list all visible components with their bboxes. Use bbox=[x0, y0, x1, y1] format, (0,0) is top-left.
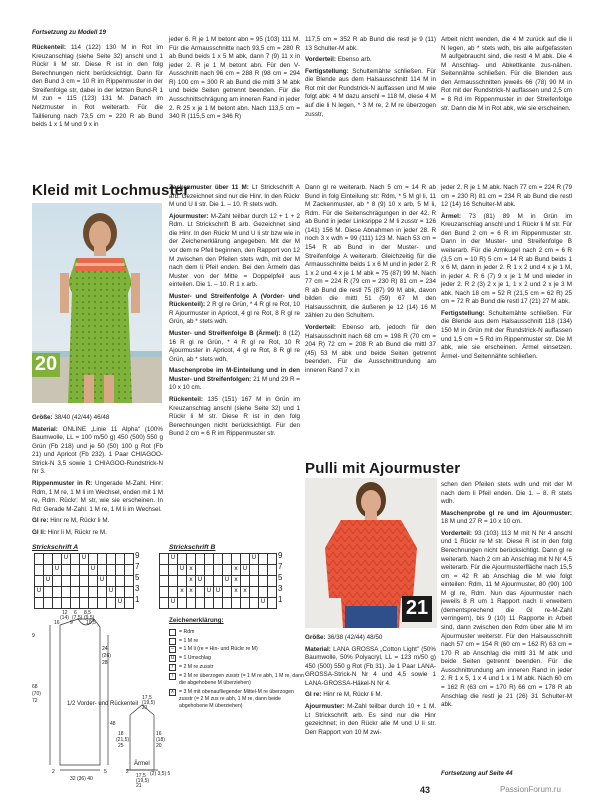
paragraph bbox=[32, 414, 163, 423]
chart-cell bbox=[98, 554, 107, 565]
chart-cell bbox=[196, 587, 205, 598]
paragraph-text: Hinr re M, Rückr li M. bbox=[48, 517, 110, 525]
chart-cell: U bbox=[259, 598, 268, 609]
legend-text: = 1 Umschlag bbox=[179, 655, 211, 662]
chart-cell bbox=[160, 565, 169, 576]
chart-cell bbox=[250, 587, 259, 598]
body-label-1: 1/2 Vorder- und Rückenteil bbox=[67, 701, 139, 707]
chart-a-label: Strickschrift A bbox=[32, 544, 79, 551]
chart-cell bbox=[80, 565, 89, 576]
dim-bottom-3: 2 bbox=[52, 769, 55, 775]
paragraph-text: 93 (103) 113 M mit N Nr 4 anschl und 1 Rückr re M str. Diese R ist in den folg Berechnungen nicht berücksichtigt. Dann gl re weiterarb. Nach 2 cm ab Anschlag mit N Nr 4,5 weiterarb. Für die Ajourmusterfläche nach 15,5 cm = 42 R ab Anschlag die M wie folgt einteilen: Rdm, 11 M Ajourmuster, 80 (90) 100 M gl re, Rdm. Nun das Ajourmuster nach jeweils 8 R um 1 Rapport nach li erweitern (dementsprechend die Gl re-M-Zahl verringern), bis 9 (10) 11 Rapporte in Arbeit sind, dann zwischen den Rdm über alle M im Ajourmuster weiterstr. Für den Halsausschnitt nach 57 cm = 154 R (60 cm = 162 R) 63 cm = 170 R ab Anschlag die mittl 31 M abk und beide Seiten getrennt beenden. Für die Ausschnittrundung am inneren Rand in jeder 2. R 1 x 5, 1 x 4 und 1 x 1 M abk. Nach 60 cm = 162 R (63 cm = 170 R) 66 cm = 178 R ab Anschlag die restl je 21 (26) 31 Schulter-M abk. bbox=[441, 529, 572, 709]
paragraph bbox=[169, 184, 300, 210]
paragraph-text: Hinr re M, Rückr li M. bbox=[321, 691, 383, 699]
paragraph-lead: Vorderteil: bbox=[305, 324, 337, 331]
paragraph bbox=[305, 56, 436, 65]
paragraph bbox=[169, 330, 300, 364]
chart-cell bbox=[116, 576, 125, 587]
paragraph bbox=[169, 293, 300, 327]
row-number: 3 bbox=[278, 584, 283, 593]
chart-cell bbox=[62, 576, 71, 587]
chart-cell: x bbox=[187, 587, 196, 598]
paragraph-lead: Maschenprobe gl re und im Ajourmuster: bbox=[441, 509, 572, 517]
paragraph bbox=[305, 324, 436, 375]
chart-cell: U bbox=[116, 598, 125, 609]
paragraph-lead: Muster- und Streifenfolge B (Ärmel): bbox=[169, 330, 281, 337]
kleid-col-4 bbox=[441, 184, 572, 364]
paragraph-lead: Fertigstellung: bbox=[305, 67, 349, 75]
chart-cell bbox=[107, 554, 116, 565]
paragraph-lead: Material: bbox=[305, 645, 331, 653]
dim-mid-1: 24 bbox=[102, 646, 108, 652]
chart-cell bbox=[116, 565, 125, 576]
chart-cell bbox=[214, 598, 223, 609]
dim-bottom-1: 32 (36) 40 bbox=[70, 776, 93, 782]
chart-cell: U bbox=[62, 554, 71, 565]
chart-cell bbox=[71, 565, 80, 576]
chart-b-label: Strickschrift B bbox=[169, 544, 216, 551]
pulli-title: Pulli mit Ajourmuster bbox=[305, 460, 461, 477]
chart-cell bbox=[71, 587, 80, 598]
paragraph-lead: Größe: bbox=[32, 414, 53, 421]
chart-cell bbox=[35, 565, 44, 576]
chart-cell bbox=[232, 554, 241, 565]
chart-cell bbox=[268, 587, 277, 598]
legend-item bbox=[169, 673, 304, 688]
chart-cell: U bbox=[89, 565, 98, 576]
chart-cell bbox=[80, 576, 89, 587]
paragraph bbox=[305, 691, 436, 700]
paragraph bbox=[441, 310, 572, 361]
row-number: 9 bbox=[278, 551, 283, 560]
chart-cell bbox=[125, 565, 134, 576]
dim-top-3: 8,5 bbox=[84, 610, 91, 616]
legend-title: Zeichenerklärung: bbox=[169, 617, 224, 624]
paragraph-text: ONLINE „Linie 11 Alpha" (100% Baumwolle, LL = 100 m/50 g) 450 (500) 550 g Grün (Fb 218) und je 50 (50) 100 g Rot (Fb 21) und Apricot (Fb 232). 1 Paar CHIAGOO-Strick-N 3,5 sowie 1 CHIAGOO-Rundstrick-N Nr 3. bbox=[32, 425, 163, 476]
legend-symbol: \ bbox=[169, 673, 176, 680]
chart-cell bbox=[44, 554, 53, 565]
chart-cell bbox=[98, 565, 107, 576]
legend-item bbox=[169, 629, 304, 636]
chart-cell: U bbox=[196, 576, 205, 587]
chart-cell bbox=[268, 565, 277, 576]
sleeve-dim-12: (19,5) bbox=[136, 778, 150, 784]
chart-b-grid bbox=[159, 553, 277, 609]
legend-item bbox=[169, 655, 304, 662]
paragraph-text: 36/38 (42/44) 48/50 bbox=[325, 634, 383, 641]
paragraph-text: Arbeit nicht wenden, die 4 M zurück auf die li N legen, ab * stets wdh, bis alle aufgefassten M aufgebraucht sind, die restl 4 M abk. Die 4 M Anschlag- und Abkettkante zus-nähen. Seitennähte schließen. Für die Blenden aus den Armausschnitten jeweils 66 (78) 90 M in Rot mit der Rundstrick-N auffassen und 2,5 cm = 8 Rd im Rippenmuster in der Streifenfolge str. Dann die M in Rot abk, wie sie erscheinen. bbox=[441, 36, 572, 112]
paragraph bbox=[305, 634, 436, 643]
legend-item bbox=[169, 664, 304, 671]
paragraph-text: jeder 2. R je 1 M abk. Nach 77 cm = 224 R (79 cm = 230 R) 81 cm = 234 R ab Bund die restl 12 (14) 16 Schulter-M abk. bbox=[441, 184, 572, 209]
paragraph-lead: Rückenteil: bbox=[32, 44, 66, 51]
paragraph-lead: Ärmel: bbox=[441, 212, 461, 220]
paragraph-lead: Gl re: bbox=[305, 691, 322, 699]
paragraph-lead: Größe: bbox=[305, 634, 326, 641]
chart-cell: x bbox=[232, 565, 241, 576]
chart-cell bbox=[62, 587, 71, 598]
chart-cell bbox=[89, 554, 98, 565]
model-number-badge-21: 21 bbox=[402, 596, 432, 622]
chart-cell bbox=[125, 587, 134, 598]
sleeve-dim-10: 2 bbox=[126, 769, 129, 775]
paragraph bbox=[305, 703, 436, 737]
chart-cell bbox=[268, 598, 277, 609]
chart-cell bbox=[125, 554, 134, 565]
paragraph bbox=[32, 517, 163, 526]
paragraph bbox=[32, 529, 163, 538]
paragraph bbox=[441, 481, 572, 507]
paragraph-text: 18 M und 27 R = 10 x 10 cm. bbox=[441, 518, 523, 526]
paragraph bbox=[32, 44, 163, 130]
paragraph-text: 114 (122) 130 M in Rot im Kreuzanschlag (siehe Seite 32) anschl und 1 Rückr li M str. Diese R ist in den folg Berechnungen nicht berücksichtigt. Dann für den Bund 3 cm = 10 R im Rippenmuster in der Streifenfolge str, dabei in der letzten Bund-R 1 M zun = 115 (123) 131 M. Danach im Netzmuster in Rot weiterarb. Für die Taillierung nach 73,5 cm = 220 R ab Bund beids 1 x 1 M und 9 x in bbox=[32, 44, 163, 129]
paragraph-text: Hinr li M, Rückr re M. bbox=[46, 528, 107, 536]
chart-cell bbox=[223, 587, 232, 598]
paragraph-text: 73 (81) 89 M in Grün im Kreuzanschlag anschl und 1 Rückr li M str. Für den Bund 2 cm = 6 R im Rippenmuster str. Dann in der Muster- und Streifenfolge B weiterarb. Für die Armkugel nach 2 cm = 6 R (3,5 cm = 10 R) 5 cm = 14 R ab Bund beids 1 x 6 M, dann in jeder 2. R 1 x 2 und 4 x je 1 M, in jeder 4. R 6 (7) 9 x je 1 M und wieder in jeder 2. R 2 (3) 2 x je 1, 1 x 2 und 2 x je 3 M abk. Nach 18 cm = 52 R (21,5 cm = 62 R) 25 cm = 72 R ab Bund die restl 17 (21) 27 M abk. bbox=[441, 212, 572, 306]
paragraph-text: Schultemähte schließen. Für die Blende aus dem Halsausschnitt 118 (134) 150 M in Grün mit der Rundstrick-N auffassen und 1,5 cm = 5 Rd im Rippenmuster str. Die M abk, wie sie erscheinen. Ärmel einsetzen. Ärmel- und Seitennähte schließen. bbox=[441, 309, 572, 360]
chart-cell bbox=[160, 576, 169, 587]
sleeve-dim-8: (21,5) bbox=[116, 737, 130, 743]
chart-cell bbox=[259, 554, 268, 565]
chart-cell bbox=[223, 554, 232, 565]
dim-top-9: 10,5 bbox=[86, 620, 96, 626]
chart-cell bbox=[223, 598, 232, 609]
legend-item bbox=[169, 646, 304, 653]
chart-cell: U bbox=[107, 587, 116, 598]
row-number: 9 bbox=[135, 551, 140, 560]
paragraph bbox=[32, 426, 163, 477]
legend-symbol bbox=[169, 629, 176, 636]
paragraph bbox=[305, 184, 436, 321]
continuation-header: Fortsetzung zu Modell 19 bbox=[32, 29, 106, 36]
chart-cell bbox=[187, 598, 196, 609]
pulli-info bbox=[305, 634, 436, 740]
paragraph-text: 38/40 (42/44) 46/48 bbox=[52, 414, 110, 421]
paragraph-text: 8 (12) 16 R gl re Grün, * 4 R gl re Rot, 10 R Ajourmuster in Apricot, 4 gl re Rot, 8 R gl re Grün, ab * stets wdh. bbox=[169, 330, 301, 363]
chart-cell bbox=[53, 576, 62, 587]
chart-cell bbox=[53, 587, 62, 598]
paragraph-lead: Muster- und Streifenfolge A (Vorder- und Rückenteil): bbox=[169, 292, 300, 309]
dim-mid-2: (26) bbox=[102, 653, 111, 659]
chart-cell bbox=[62, 565, 71, 576]
paragraph bbox=[441, 530, 572, 710]
sleeve-dim-7: 18 bbox=[118, 731, 124, 737]
chart-cell bbox=[178, 598, 187, 609]
dim-top-6: (9,5) bbox=[84, 615, 95, 621]
paragraph bbox=[441, 36, 572, 113]
chart-cell: x bbox=[187, 576, 196, 587]
pulli-col-4 bbox=[441, 481, 572, 713]
paragraph-lead: Vorderteil: bbox=[441, 529, 473, 537]
paragraph bbox=[441, 510, 572, 527]
paragraph bbox=[169, 36, 300, 122]
kleid-col-3 bbox=[305, 184, 436, 378]
chart-cell: x bbox=[232, 587, 241, 598]
page-number: 43 bbox=[420, 785, 431, 795]
chart-b-row-numbers bbox=[278, 552, 282, 607]
watermark: PassionForum.ru bbox=[500, 785, 561, 794]
paragraph bbox=[441, 184, 572, 210]
row-number: 3 bbox=[135, 584, 140, 593]
row-number: 7 bbox=[278, 562, 283, 571]
paragraph-lead: Fertigstellung: bbox=[441, 309, 485, 317]
chart-cell bbox=[98, 587, 107, 598]
chart-cell bbox=[35, 576, 44, 587]
paragraph bbox=[441, 213, 572, 307]
dim-mid-4: 48 bbox=[110, 721, 116, 727]
row-number: 1 bbox=[278, 595, 283, 604]
paragraph-lead: Gl li: bbox=[32, 528, 46, 536]
chart-cell bbox=[196, 554, 205, 565]
chart-cell: U bbox=[250, 554, 259, 565]
legend-text: = 1 M li (re = Hin- und Rückr re M) bbox=[179, 646, 258, 653]
paragraph-lead: Material: bbox=[32, 425, 58, 433]
chart-cell: U bbox=[44, 576, 53, 587]
sleeve-dim-14: (2) 3,5) 5 bbox=[150, 771, 171, 777]
chart-cell bbox=[71, 576, 80, 587]
sleeve-dim-4: 16 bbox=[156, 731, 162, 737]
chart-cell bbox=[169, 587, 178, 598]
chart-cell bbox=[169, 576, 178, 587]
paragraph-text: jeder 6. R je 1 M betont abn = 95 (103) 111 M. Für die Armausschnitte nach 93,5 cm = 280 R ab Bund beids 1 x 5 M abk, dann 7 (9) 11 x in jeder 2. R je 1 M betont abn. Für den V-Ausschnitt nach 96 cm = 288 R (98 cm = 294 R) 100 cm = 300 R ab Bund die mittl 3 M abk und beide Seiten getrennt beenden. Für die Ausschnittschrägung am inneren Rand in jeder 2. R 25 x je 1 M betont abn. Nach 113,5 cm = 340 R (115,5 cm = 346 R) bbox=[169, 36, 300, 121]
chart-cell bbox=[241, 598, 250, 609]
garment-schematic bbox=[30, 605, 171, 789]
dim-top-7: 16 bbox=[54, 620, 60, 626]
chart-cell bbox=[250, 576, 259, 587]
chart-cell: U bbox=[169, 598, 178, 609]
chart-cell bbox=[125, 576, 134, 587]
legend-text: = Rdm bbox=[179, 628, 195, 635]
chart-cell bbox=[44, 565, 53, 576]
dim-bottom-2: 5 bbox=[104, 769, 107, 775]
chart-cell: U bbox=[178, 565, 187, 576]
top-col-4 bbox=[441, 36, 572, 116]
sleeve-dim-11: 17,5 bbox=[136, 773, 146, 779]
legend-text: = 2 M re zusstr bbox=[179, 663, 214, 670]
paragraph-text: Ungerade M-Zahl. Hinr: Rdm, 1 M re, 1 M li im Wechsel, enden mit 1 M re, Rdm. Rückr: M str, wie sie erscheinen. In Rd: Gerade M-Zahl. 1 M re, 1 M li im Wechsel. bbox=[32, 479, 164, 513]
chart-cell bbox=[268, 554, 277, 565]
chart-cell bbox=[214, 554, 223, 565]
paragraph-text: Dann gl re weiterarb. Nach 5 cm = 14 R ab Bund in folg Einteilung str: Rdm, * 5 M gl li, 11 M Zackenmuster, ab * 8 (9) 10 x arb, 5 M li, Rdm. Für die Seitenschrägungen in der 42. R ab Bund in jeder Linksrippe 2 M li zusstr = 126 (141) 156 M. Diese Abnahmen in jeder 28. R noch 3 x wdh = 99 (111) 123 M. Nach 53 cm = 154 R ab Bund in der Muster- und Streifenfolge A weiterarb. Gleichzeitig für die Armausschnitte beids 1 x 6 M und in jeder 2. R 1 x 2 und 4 x je 1 M abk = 75 (87) 99 M. Nach 77 cm = 224 R (79 cm = 230 R) 81 cm = 234 R ab Bund die restl 75 (87) 99 M abk, davon bilden die mittl 51 (59) 67 M den Halsausschnitt, die äußeren je 12 (14) 16 M zählen zu den Schultern. bbox=[305, 184, 436, 320]
paragraph-text: 117,5 cm = 352 R ab Bund die restl je 9 (11) 13 Schulter-M abk. bbox=[305, 36, 436, 52]
legend-symbol: U bbox=[170, 655, 175, 662]
chart-cell bbox=[160, 587, 169, 598]
paragraph bbox=[305, 646, 436, 689]
chart-cell bbox=[250, 565, 259, 576]
dim-left-3: (70) bbox=[32, 691, 41, 697]
chart-cell bbox=[89, 576, 98, 587]
dim-left-2: 68 bbox=[32, 684, 38, 690]
dim-top-2: 6 bbox=[74, 610, 77, 616]
kleid-col-2 bbox=[169, 184, 300, 442]
chart-cell: U bbox=[223, 576, 232, 587]
paragraph bbox=[305, 36, 436, 53]
paragraph-lead: Rückenteil: bbox=[169, 395, 203, 403]
dim-left-4: 72 bbox=[32, 698, 38, 704]
paragraph-lead: Gl re: bbox=[32, 517, 49, 525]
row-number: 5 bbox=[278, 573, 283, 582]
legend-text: = 2 M re überzogen zusstr (= 1 M re abh, 1 M re, dann die abgehobene M überziehen) bbox=[179, 672, 304, 686]
chart-cell bbox=[116, 554, 125, 565]
sleeve-dim-5: (18) bbox=[156, 737, 165, 743]
paragraph-text: Lt Strickschrift A arb. Gezeichnet sind nur die Hinr. In den Rückr M und U li str. Die 1. – 10. R stets wdh. bbox=[169, 184, 301, 209]
chart-cell bbox=[214, 565, 223, 576]
paragraph-text: 135 (151) 167 M in Grün im Kreuzanschlag anschl (siehe Seite 32) und 1 Rückr li M str. Diese R ist in den folg Berechnungen nicht berücksichtigt. Für den Bund 2 cm = 6 R im Rippenmuster str. bbox=[169, 395, 300, 438]
chart-cell: U bbox=[98, 576, 107, 587]
chart-cell bbox=[259, 565, 268, 576]
legend-symbol: / bbox=[169, 664, 176, 671]
model-number-badge-20: 20 bbox=[32, 353, 60, 377]
chart-cell: U bbox=[205, 587, 214, 598]
paragraph bbox=[169, 367, 300, 393]
chart-cell: x bbox=[187, 565, 196, 576]
chart-cell bbox=[35, 554, 44, 565]
chart-cell: U bbox=[35, 587, 44, 598]
chart-cell bbox=[205, 565, 214, 576]
chart-cell bbox=[205, 576, 214, 587]
chart-cell: U bbox=[80, 554, 89, 565]
chart-cell bbox=[44, 587, 53, 598]
chart-a-row-numbers bbox=[135, 552, 139, 607]
chart-cell bbox=[187, 554, 196, 565]
paragraph bbox=[169, 396, 300, 439]
chart-cell: x bbox=[178, 587, 187, 598]
paragraph-lead: Ajourmuster: bbox=[305, 702, 345, 710]
chart-a-grid bbox=[34, 553, 134, 609]
paragraph-text: Ebenso arb, jedoch für den Halsausschnitt nach 68 cm = 198 R (70 cm = 204 R) 72 cm = 208 R ab Bund die mittl 37 (45) 53 M abk und beide Seiten getrennt beenden. Für die Ausschnittrundung am inneren Rand 7 x in bbox=[305, 324, 436, 374]
chart-cell: U bbox=[214, 587, 223, 598]
dim-mid-3: 28 bbox=[102, 660, 108, 666]
row-number: 5 bbox=[135, 573, 140, 582]
chart-cell bbox=[116, 587, 125, 598]
dim-left-1: 9 bbox=[32, 633, 35, 639]
chart-cell: U bbox=[169, 554, 178, 565]
dim-top-4: (14) bbox=[60, 615, 69, 621]
paragraph-lead: Vorderteil: bbox=[305, 56, 337, 64]
sleeve-dim-9: 25 bbox=[118, 743, 124, 749]
dim-top-5: (7,5) bbox=[72, 615, 83, 621]
sleeve-dim-13: 21 bbox=[136, 783, 142, 789]
chart-cell bbox=[80, 587, 89, 598]
chart-cell bbox=[89, 587, 98, 598]
chart-cell bbox=[223, 565, 232, 576]
paragraph-text: M-Zahl teilbar durch 10 + 1 M. Lt Strickschrift arb. Es sind nur die Hinr gezeichnet; in den Rückr alle M und U li str. Den Rapport von 10 M zwi- bbox=[305, 702, 436, 736]
chart-cell bbox=[107, 576, 116, 587]
chart-cell bbox=[196, 565, 205, 576]
kleid-title: Kleid mit Lochmuster bbox=[32, 182, 190, 199]
row-number: 1 bbox=[135, 595, 140, 604]
chart-cell bbox=[169, 565, 178, 576]
row-number: 7 bbox=[135, 562, 140, 571]
chart-cell bbox=[160, 554, 169, 565]
chart-cell bbox=[241, 576, 250, 587]
paragraph bbox=[305, 68, 436, 119]
chart-cell bbox=[53, 554, 62, 565]
chart-cell bbox=[71, 554, 80, 565]
sleeve-dim-1: 17,5 bbox=[142, 695, 152, 701]
paragraph-text: Ebenso arb. bbox=[336, 56, 372, 64]
paragraph-text: M-Zahl teilbar durch 12 + 1 + 2 Rdm. Lt Strickschrift B arb. Gezeichnet sind die Hinr. In den Rückr M und U li str bzw wie in der Zeichenerklärung angegeben. Mit der M vor dem re Pfeil beginnen, den Rapport von 12 M zwischen den Pfeilen stets wdh, mit der M nach dem li Pfeil enden. Bei den Ärmeln das Muster von der Mitte = Doppelpfeil aus einteilen. Die 1. – 10. R 1 x arb. bbox=[169, 212, 300, 289]
chart-cell bbox=[259, 576, 268, 587]
sleeve-dim-3: 21 bbox=[142, 705, 148, 711]
dim-top-1: 12 bbox=[62, 610, 68, 616]
chart-cell bbox=[178, 576, 187, 587]
chart-cell bbox=[232, 598, 241, 609]
chart-cell bbox=[268, 576, 277, 587]
paragraph bbox=[169, 213, 300, 290]
sleeve-dim-6: 20 bbox=[156, 743, 162, 749]
legend-symbol bbox=[169, 638, 176, 645]
paragraph-text: 2 R gl re Grün, * 4 R gl re Rot, 10 R Ajourmuster in Apricot, 4 gl re Rot, 8 R gl re Grün, ab * stets wdh. bbox=[169, 301, 300, 326]
legend bbox=[169, 617, 304, 712]
chart-cell bbox=[205, 554, 214, 565]
chart-cell bbox=[250, 598, 259, 609]
legend-symbol: – bbox=[169, 646, 176, 653]
chart-cell bbox=[196, 598, 205, 609]
chart-cell bbox=[214, 576, 223, 587]
paragraph-text: 21 M und 29 R = 10 x 10 cm. bbox=[169, 375, 300, 392]
paragraph-lead: Maschenprobe im M-Einteilung und in den Muster- und Streifenfolgen: bbox=[169, 367, 300, 383]
paragraph-text: LANA GROSSA „Cotton Light" (50% Baumwolle, 50% Polyacryl, LL = 123 m/50 g) 450 (500) 550 g Rot (Fb 31). Je 1 Paar LANA-GROSSA-Strick-N Nr 4 und 4,5 sowie 1 LANA-GROSSA-Häkel-N Nr 4. bbox=[305, 645, 436, 687]
sleeve-dim-2: (19,5) bbox=[142, 700, 156, 706]
legend-symbol: ∧ bbox=[170, 688, 175, 695]
top-col-2 bbox=[169, 36, 300, 125]
paragraph-lead: Ajourmuster: bbox=[169, 212, 209, 220]
legend-item bbox=[169, 689, 304, 711]
chart-cell: x bbox=[241, 587, 250, 598]
top-col-3 bbox=[305, 36, 436, 122]
chart-cell bbox=[178, 554, 187, 565]
legend-text: = 1 M re bbox=[179, 637, 199, 644]
legend-item bbox=[169, 638, 304, 645]
chart-cell: x bbox=[232, 576, 241, 587]
continue-note: Fortsetzung auf Seite 44 bbox=[441, 770, 513, 777]
sleeve-label: Ärmel bbox=[134, 761, 150, 767]
chart-cell bbox=[241, 554, 250, 565]
paragraph-text: Schultemähte schließen. Für die Blende aus dem Halsausschnitt 114 M in Rot mit der Rundstrick-N auffassen und M wie folgt abk: 4 M dazu anschl = 118 M, diese 4 M auf die li N legen, * 3 M re, 2 M re überzogen zusstr, bbox=[305, 67, 436, 118]
paragraph bbox=[32, 480, 163, 514]
chart-cell bbox=[259, 587, 268, 598]
chart-cell bbox=[205, 598, 214, 609]
chart-cell: U bbox=[53, 565, 62, 576]
kleid-info bbox=[32, 414, 163, 540]
dim-top-8: 9 bbox=[70, 620, 73, 626]
paragraph-text: schen den Pfeilen stets wdh und mit der M nach dem li Pfeil enden. Die 1. – 8. R stets wdh. bbox=[441, 481, 572, 506]
top-col-1 bbox=[32, 44, 163, 133]
chart-cell: U bbox=[241, 565, 250, 576]
paragraph-lead: Rippenmuster in R: bbox=[32, 479, 93, 487]
legend-text: = 3 M mit obenaufliegender Mittel-M re überzogen zusstr (= 2 M zus re abh, 1 M re, dann beide abgehobene M überziehen) bbox=[179, 688, 294, 710]
paragraph-lead: Zackenmuster über 11 M: bbox=[169, 184, 249, 191]
chart-cell bbox=[107, 565, 116, 576]
